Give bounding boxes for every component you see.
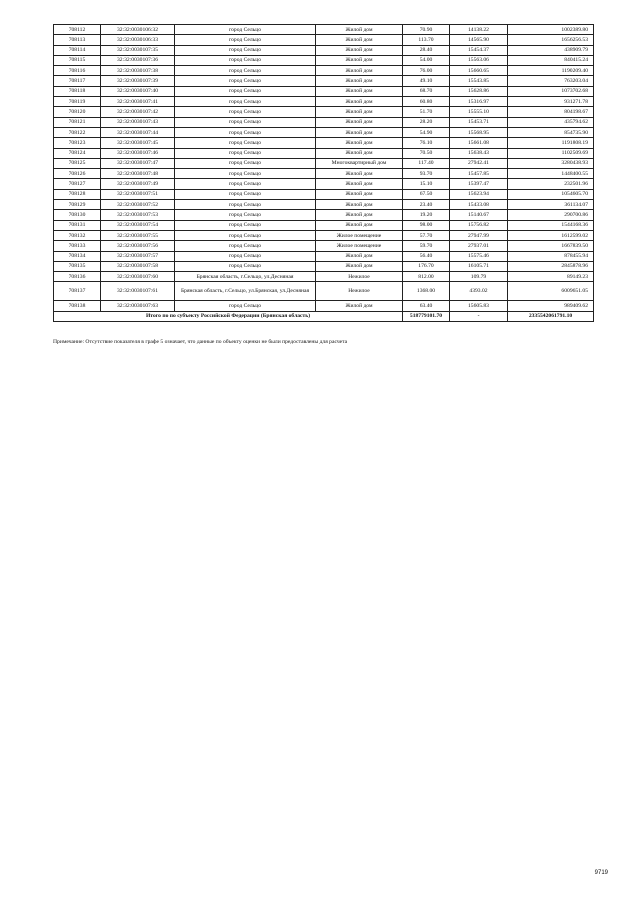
cell-area: 49.10 — [403, 76, 450, 86]
cell-object-type: Жилой дом — [316, 138, 403, 148]
cell-area: 54.00 — [403, 55, 450, 65]
cell-cadastral-value: 438909.79 — [508, 45, 594, 55]
table-row — [54, 261, 594, 271]
cell-address: город Сельцо — [175, 220, 316, 230]
cell-cadastral-number: 32:32:0030107:35 — [101, 45, 175, 55]
cell-row-id: 708112 — [54, 25, 101, 35]
cell-row-id: 708116 — [54, 66, 101, 76]
cell-object-type: Жилой дом — [316, 97, 403, 107]
cell-area: 15.10 — [403, 179, 450, 189]
cell-rate: 27942.41 — [450, 158, 508, 168]
cell-cadastral-value: 1656256.53 — [508, 35, 594, 45]
table-row — [54, 25, 594, 35]
cell-cadastral-value: 361134.07 — [508, 200, 594, 210]
table-row — [54, 179, 594, 189]
cell-area: 98.00 — [403, 220, 450, 230]
cell-area: 70.50 — [403, 148, 450, 158]
cell-cadastral-value: 1054605.70 — [508, 189, 594, 199]
cell-row-id: 708124 — [54, 148, 101, 158]
cell-cadastral-value: 840415.24 — [508, 55, 594, 65]
cell-rate: 15397.47 — [450, 179, 508, 189]
cell-area: 1368.00 — [403, 282, 450, 301]
cell-cadastral-number: 32:32:0030107:60 — [101, 272, 175, 282]
cell-cadastral-number: 32:32:0030107:40 — [101, 86, 175, 96]
cell-area: 76.10 — [403, 138, 450, 148]
total-value: 2335542061791.10 — [508, 311, 594, 322]
cell-object-type: Жилой дом — [316, 127, 403, 137]
table-row — [54, 230, 594, 240]
table-row — [54, 76, 594, 86]
cell-rate: 15661.08 — [450, 138, 508, 148]
cell-rate: 15453.71 — [450, 117, 508, 127]
cell-row-id: 708126 — [54, 169, 101, 179]
cell-cadastral-value: 878455.94 — [508, 251, 594, 261]
cell-rate: 16105.71 — [450, 261, 508, 271]
cell-cadastral-number: 32:32:0030107:49 — [101, 179, 175, 189]
cell-cadastral-value: 6009651.05 — [508, 282, 594, 301]
cell-rate: 15555.10 — [450, 107, 508, 117]
cell-row-id: 708117 — [54, 76, 101, 86]
cell-cadastral-value: 1612599.02 — [508, 230, 594, 240]
cell-address: город Сельцо — [175, 158, 316, 168]
cell-area: 54.90 — [403, 127, 450, 137]
table-row — [54, 189, 594, 199]
table-row — [54, 107, 594, 117]
cell-area: 68.70 — [403, 86, 450, 96]
cell-cadastral-number: 32:32:0030107:38 — [101, 66, 175, 76]
table-row — [54, 169, 594, 179]
cell-object-type: Жилой дом — [316, 169, 403, 179]
cell-row-id: 708122 — [54, 127, 101, 137]
cell-cadastral-number: 32:32:0030107:39 — [101, 76, 175, 86]
table-row — [54, 210, 594, 220]
cell-object-type: Жилой дом — [316, 45, 403, 55]
cell-address: город Сельцо — [175, 127, 316, 137]
cell-row-id: 708127 — [54, 179, 101, 189]
table-row — [54, 251, 594, 261]
cell-address: город Сельцо — [175, 230, 316, 240]
cell-address: город Сельцо — [175, 189, 316, 199]
cell-area: 56.40 — [403, 251, 450, 261]
cell-cadastral-number: 32:32:0030107:43 — [101, 117, 175, 127]
cell-address: город Сельцо — [175, 251, 316, 261]
cell-rate: 15623.94 — [450, 189, 508, 199]
cell-cadastral-value: 763203.04 — [508, 76, 594, 86]
cell-object-type: Жилой дом — [316, 25, 403, 35]
table-row — [54, 45, 594, 55]
table-row — [54, 55, 594, 65]
cell-rate: 109.79 — [450, 272, 508, 282]
cell-rate: 15563.06 — [450, 55, 508, 65]
cell-cadastral-number: 32:32:0030107:55 — [101, 230, 175, 240]
cell-rate: 15568.95 — [450, 127, 508, 137]
table-row — [54, 158, 594, 168]
cell-object-type: Жилой дом — [316, 107, 403, 117]
total-label: Итого по по субъекту Российской Федерации (Брянская область) — [54, 311, 403, 322]
cell-cadastral-value: 290700.86 — [508, 210, 594, 220]
cell-rate: 14565.90 — [450, 35, 508, 45]
cell-row-id: 708128 — [54, 189, 101, 199]
cell-area: 93.70 — [403, 169, 450, 179]
cell-object-type: Жилое помещение — [316, 230, 403, 240]
cell-area: 28.40 — [403, 45, 450, 55]
cell-rate: 15660.65 — [450, 66, 508, 76]
cell-object-type: Жилой дом — [316, 200, 403, 210]
cell-cadastral-number: 32:32:0030107:51 — [101, 189, 175, 199]
cell-object-type: Жилой дом — [316, 261, 403, 271]
cell-cadastral-value: 89149.23 — [508, 272, 594, 282]
cell-cadastral-value: 931271.78 — [508, 97, 594, 107]
cell-address: город Сельцо — [175, 169, 316, 179]
cell-object-type: Жилой дом — [316, 35, 403, 45]
cell-address: город Сельцо — [175, 45, 316, 55]
cell-row-id: 708113 — [54, 35, 101, 45]
cell-rate: 15457.85 — [450, 169, 508, 179]
cell-row-id: 708114 — [54, 45, 101, 55]
cell-address: город Сельцо — [175, 117, 316, 127]
cell-object-type: Жилой дом — [316, 148, 403, 158]
cell-object-type: Жилой дом — [316, 189, 403, 199]
total-area: 518779101.70 — [403, 311, 450, 322]
cell-cadastral-value: 1190209.40 — [508, 66, 594, 76]
cell-address: город Сельцо — [175, 241, 316, 251]
cell-cadastral-number: 32:32:0030107:42 — [101, 107, 175, 117]
table-body — [54, 25, 594, 312]
cell-area: 176.70 — [403, 261, 450, 271]
cell-object-type: Жилой дом — [316, 66, 403, 76]
cell-rate: 15638.43 — [450, 148, 508, 158]
cell-cadastral-number: 32:32:0030107:44 — [101, 127, 175, 137]
cell-row-id: 708120 — [54, 107, 101, 117]
cell-row-id: 708130 — [54, 210, 101, 220]
cell-object-type: Жилой дом — [316, 251, 403, 261]
cell-rate: 4393.02 — [450, 282, 508, 301]
cell-rate: 15575.46 — [450, 251, 508, 261]
cell-cadastral-number: 32:32:0030107:58 — [101, 261, 175, 271]
cell-address: город Сельцо — [175, 55, 316, 65]
cell-address: город Сельцо — [175, 179, 316, 189]
cell-area: 51.70 — [403, 107, 450, 117]
cell-address: город Сельцо — [175, 210, 316, 220]
cell-rate: 14138.22 — [450, 25, 508, 35]
cell-area: 19.20 — [403, 210, 450, 220]
cell-address: Брянская область, г.Сельцо, ул.Десняная — [175, 272, 316, 282]
cell-object-type: Жилой дом — [316, 179, 403, 189]
cell-area: 60.80 — [403, 97, 450, 107]
total-rate: - — [450, 311, 508, 322]
table-row — [54, 148, 594, 158]
cell-object-type: Нежилое — [316, 282, 403, 301]
cell-row-id: 708132 — [54, 230, 101, 240]
table-row — [54, 272, 594, 282]
table-row — [54, 86, 594, 96]
cell-cadastral-number: 32:32:0030107:48 — [101, 169, 175, 179]
cell-cadastral-value: 1102509.69 — [508, 148, 594, 158]
cell-cadastral-number: 32:32:0030107:54 — [101, 220, 175, 230]
cell-row-id: 708133 — [54, 241, 101, 251]
table-row — [54, 282, 594, 301]
table-row — [54, 35, 594, 45]
table-row — [54, 200, 594, 210]
cell-address: город Сельцо — [175, 97, 316, 107]
cell-cadastral-value: 854735.90 — [508, 127, 594, 137]
cell-cadastral-number: 32:32:0030106:33 — [101, 35, 175, 45]
cell-object-type: Жилой дом — [316, 210, 403, 220]
cell-cadastral-number: 32:32:0030107:53 — [101, 210, 175, 220]
cell-row-id: 708123 — [54, 138, 101, 148]
cell-object-type: Жилой дом — [316, 117, 403, 127]
cell-object-type: Жилой дом — [316, 301, 403, 311]
cell-cadastral-value: 1073702.68 — [508, 86, 594, 96]
cell-cadastral-number: 32:32:0030107:61 — [101, 282, 175, 301]
cell-row-id: 708129 — [54, 200, 101, 210]
cell-object-type: Жилое помещение — [316, 241, 403, 251]
cell-row-id: 708115 — [54, 55, 101, 65]
table-row — [54, 97, 594, 107]
cell-cadastral-value: 1667839.50 — [508, 241, 594, 251]
cell-row-id: 708137 — [54, 282, 101, 301]
cell-area: 117.40 — [403, 158, 450, 168]
cell-address: город Сельцо — [175, 76, 316, 86]
cell-rate: 15316.97 — [450, 97, 508, 107]
table-row — [54, 220, 594, 230]
cell-address: город Сельцо — [175, 35, 316, 45]
cell-row-id: 708135 — [54, 261, 101, 271]
cell-object-type: Жилой дом — [316, 76, 403, 86]
cell-cadastral-number: 32:32:0030107:45 — [101, 138, 175, 148]
cell-cadastral-value: 804198.67 — [508, 107, 594, 117]
cell-cadastral-value: 1544168.36 — [508, 220, 594, 230]
cell-cadastral-number: 32:32:0030107:36 — [101, 55, 175, 65]
cell-address: Брянская область, г.Сельцо, ул.Брянская, ул.Десняная — [175, 282, 316, 301]
cadastral-value-table — [53, 24, 594, 322]
cell-object-type: Нежилое — [316, 272, 403, 282]
total-row — [54, 311, 594, 322]
cell-address: город Сельцо — [175, 86, 316, 96]
cell-row-id: 708119 — [54, 97, 101, 107]
table-row — [54, 241, 594, 251]
cell-rate: 27947.99 — [450, 230, 508, 240]
cell-rate: 15543.85 — [450, 76, 508, 86]
cell-address: город Сельцо — [175, 138, 316, 148]
cell-rate: 15454.37 — [450, 45, 508, 55]
cell-cadastral-value: 1002389.80 — [508, 25, 594, 35]
cell-area: 28.20 — [403, 117, 450, 127]
table-row — [54, 301, 594, 311]
cell-address: город Сельцо — [175, 301, 316, 311]
cell-row-id: 708136 — [54, 272, 101, 282]
cell-row-id: 708121 — [54, 117, 101, 127]
cell-cadastral-number: 32:32:0030107:41 — [101, 97, 175, 107]
cell-row-id: 708138 — [54, 301, 101, 311]
cell-cadastral-number: 32:32:0030107:46 — [101, 148, 175, 158]
cell-address: город Сельцо — [175, 261, 316, 271]
cell-object-type: Многоквартирный дом — [316, 158, 403, 168]
cell-cadastral-number: 32:32:0030107:52 — [101, 200, 175, 210]
cell-area: 812.00 — [403, 272, 450, 282]
cell-area: 76.00 — [403, 66, 450, 76]
cell-area: 67.50 — [403, 189, 450, 199]
cell-object-type: Жилой дом — [316, 220, 403, 230]
cell-cadastral-number: 32:32:0030107:63 — [101, 301, 175, 311]
cell-object-type: Жилой дом — [316, 86, 403, 96]
cell-area: 59.70 — [403, 241, 450, 251]
table-row — [54, 127, 594, 137]
cell-address: город Сельцо — [175, 200, 316, 210]
cell-rate: 15433.08 — [450, 200, 508, 210]
cell-cadastral-value: 232501.96 — [508, 179, 594, 189]
cell-area: 57.70 — [403, 230, 450, 240]
cell-row-id: 708134 — [54, 251, 101, 261]
cell-address: город Сельцо — [175, 25, 316, 35]
cell-area: 70.90 — [403, 25, 450, 35]
cell-rate: 15628.86 — [450, 86, 508, 96]
cell-cadastral-value: 2845878.96 — [508, 261, 594, 271]
footnote: Примечание: Отсутствие показателя в графе 5 означает, что данные по объекту оценки не были предоставлены для расчета — [53, 339, 348, 345]
table-row — [54, 66, 594, 76]
cell-cadastral-number: 32:32:0030107:47 — [101, 158, 175, 168]
cell-row-id: 708125 — [54, 158, 101, 168]
cell-address: город Сельцо — [175, 107, 316, 117]
cell-object-type: Жилой дом — [316, 55, 403, 65]
cell-cadastral-number: 32:32:0030107:57 — [101, 251, 175, 261]
cell-area: 23.40 — [403, 200, 450, 210]
cell-cadastral-value: 989409.62 — [508, 301, 594, 311]
cell-rate: 15140.67 — [450, 210, 508, 220]
cell-rate: 27937.01 — [450, 241, 508, 251]
page-number: 9719 — [594, 870, 608, 876]
cell-rate: 15605.83 — [450, 301, 508, 311]
cell-address: город Сельцо — [175, 148, 316, 158]
cell-row-id: 708118 — [54, 86, 101, 96]
cell-cadastral-value: 435794.62 — [508, 117, 594, 127]
cell-rate: 15756.82 — [450, 220, 508, 230]
cell-area: 113.70 — [403, 35, 450, 45]
cell-cadastral-number: 32:32:0030106:32 — [101, 25, 175, 35]
cell-address: город Сельцо — [175, 66, 316, 76]
cell-cadastral-value: 1448400.55 — [508, 169, 594, 179]
cell-cadastral-value: 3280438.93 — [508, 158, 594, 168]
cell-cadastral-value: 1191808.19 — [508, 138, 594, 148]
table-row — [54, 138, 594, 148]
cell-cadastral-number: 32:32:0030107:56 — [101, 241, 175, 251]
cell-row-id: 708131 — [54, 220, 101, 230]
cell-area: 63.40 — [403, 301, 450, 311]
table-row — [54, 117, 594, 127]
